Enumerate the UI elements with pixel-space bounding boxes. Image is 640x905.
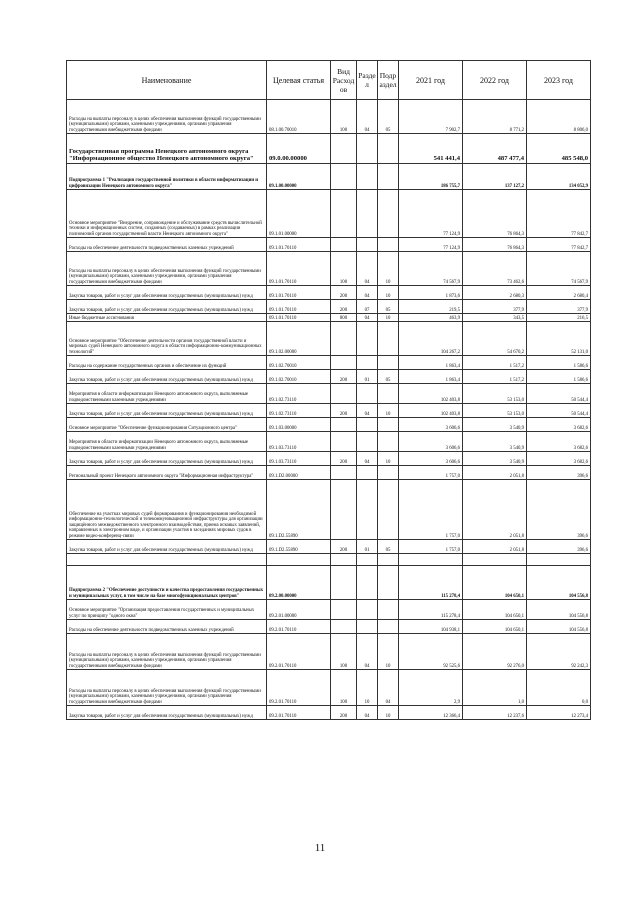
cell-2022: 487 477,4 bbox=[463, 134, 527, 164]
table-row bbox=[67, 252, 591, 286]
cell-target: 09.1.03.73110 bbox=[267, 452, 331, 466]
cell-podrazdel bbox=[378, 620, 399, 634]
cell-vid: 800 bbox=[331, 314, 357, 322]
cell-name: Основное мероприятие "Организация предоставления государственных и муниципальных услуг по принципу "одного окна" bbox=[67, 600, 267, 620]
cell-2022 bbox=[463, 554, 527, 566]
cell-2022: 377,9 bbox=[463, 300, 527, 314]
cell-podrazdel: 10 bbox=[378, 404, 399, 418]
cell-2022: 76 864,3 bbox=[463, 190, 527, 238]
cell-2021: 3 606,6 bbox=[399, 418, 463, 432]
cell-2022: 104 650,1 bbox=[463, 620, 527, 634]
header-target: Целевая статья bbox=[267, 61, 331, 100]
cell-name: Закупка товаров, работ и услуг для обеспечения государственных (муниципальных) нужд bbox=[67, 706, 267, 720]
cell-2021: 3 606,6 bbox=[399, 432, 463, 452]
cell-podrazdel bbox=[378, 480, 399, 540]
cell-2023: 216,5 bbox=[527, 314, 591, 322]
cell-razdel bbox=[357, 322, 378, 356]
cell-name: Закупка товаров, работ и услуг для обеспечения государственных (муниципальных) нужд bbox=[67, 452, 267, 466]
cell-razdel: 04 bbox=[357, 404, 378, 418]
cell-vid: 200 bbox=[331, 286, 357, 300]
cell-2021: 1 757,0 bbox=[399, 480, 463, 540]
cell-vid: 100 bbox=[331, 634, 357, 670]
cell-2022: 3 540,9 bbox=[463, 432, 527, 452]
table-row bbox=[67, 566, 591, 600]
cell-2021: 104 938,1 bbox=[399, 620, 463, 634]
cell-podrazdel bbox=[378, 190, 399, 238]
cell-name: Подпрограмма 1 "Реализация государственной политики в области информатизации и цифровизации Ненецкого автономного округа" bbox=[67, 164, 267, 190]
cell-podrazdel: 10 bbox=[378, 452, 399, 466]
cell-2021: 1 757,0 bbox=[399, 466, 463, 480]
table-row bbox=[67, 384, 591, 404]
header-razdel: Раздел bbox=[357, 61, 378, 100]
cell-2021: 104 267,2 bbox=[399, 322, 463, 356]
cell-razdel: 04 bbox=[357, 706, 378, 720]
cell-2023: 396,6 bbox=[527, 466, 591, 480]
table-row bbox=[67, 418, 591, 432]
cell-podrazdel: 05 bbox=[378, 100, 399, 134]
table-row bbox=[67, 190, 591, 238]
cell-2021: 219,5 bbox=[399, 300, 463, 314]
cell-2022: 2 051,8 bbox=[463, 480, 527, 540]
cell-razdel: 04 bbox=[357, 100, 378, 134]
header-podrazdel: Подраздел bbox=[378, 61, 399, 100]
cell-2021: 92 525,6 bbox=[399, 634, 463, 670]
cell-name: Подпрограмма 2 "Обеспечение доступности и качества предоставления государственных и муниципальных услуг, в том числе на базе многофункциональных центров" bbox=[67, 566, 267, 600]
cell-target: 09.1.D2.00000 bbox=[267, 466, 331, 480]
cell-2023: 134 052,9 bbox=[527, 164, 591, 190]
header-row bbox=[67, 61, 591, 100]
cell-2023: 485 548,0 bbox=[527, 134, 591, 164]
table-row bbox=[67, 706, 591, 720]
cell-razdel bbox=[357, 432, 378, 452]
cell-vid bbox=[331, 164, 357, 190]
cell-2022: 343,5 bbox=[463, 314, 527, 322]
cell-2021: 2,9 bbox=[399, 670, 463, 706]
cell-2022: 3 540,9 bbox=[463, 452, 527, 466]
table-row bbox=[67, 300, 591, 314]
cell-target: 09.1.D2.55890 bbox=[267, 480, 331, 540]
table-row bbox=[67, 554, 591, 566]
cell-2022: 1,0 bbox=[463, 670, 527, 706]
cell-2022: 104 650,1 bbox=[463, 566, 527, 600]
cell-podrazdel bbox=[378, 384, 399, 404]
cell-2022: 8 771,2 bbox=[463, 100, 527, 134]
cell-podrazdel: 05 bbox=[378, 300, 399, 314]
cell-razdel: 04 bbox=[357, 634, 378, 670]
table-row bbox=[67, 600, 591, 620]
cell-vid bbox=[331, 238, 357, 252]
cell-2021 bbox=[399, 554, 463, 566]
cell-razdel: 04 bbox=[357, 452, 378, 466]
cell-razdel bbox=[357, 620, 378, 634]
cell-razdel bbox=[357, 566, 378, 600]
table-row bbox=[67, 314, 591, 322]
cell-vid bbox=[331, 134, 357, 164]
cell-2023: 77 842,7 bbox=[527, 190, 591, 238]
cell-target: 09.1.02.70010 bbox=[267, 370, 331, 384]
cell-target: 09.2.01.70110 bbox=[267, 706, 331, 720]
cell-razdel bbox=[357, 356, 378, 370]
cell-2023: 104 556,8 bbox=[527, 600, 591, 620]
table-row bbox=[67, 100, 591, 134]
cell-name: Расходы на выплаты персоналу в целях обеспечения выполнения функций государственными (муниципальными) органами, казенными учреждениями, органами управления государственными внебюджетными фондами bbox=[67, 252, 267, 286]
cell-2021: 541 441,4 bbox=[399, 134, 463, 164]
cell-razdel bbox=[357, 418, 378, 432]
table-row bbox=[67, 322, 591, 356]
cell-vid: 200 bbox=[331, 370, 357, 384]
table-row bbox=[67, 634, 591, 670]
cell-razdel: 10 bbox=[357, 670, 378, 706]
cell-target: 09.1.00.00000 bbox=[267, 164, 331, 190]
table-body bbox=[67, 100, 591, 720]
header-name: Наименование bbox=[67, 61, 267, 100]
cell-razdel bbox=[357, 600, 378, 620]
cell-name: Расходы на выплаты персоналу в целях обеспечения выполнения функций государственными (муниципальными) органами, казенными учреждениями, органами управления государственными внебюджетными фондами bbox=[67, 634, 267, 670]
cell-2022: 73 462,6 bbox=[463, 252, 527, 286]
cell-2021: 115 278,4 bbox=[399, 566, 463, 600]
cell-2023 bbox=[527, 554, 591, 566]
cell-2021: 3 606,6 bbox=[399, 452, 463, 466]
cell-2022: 12 237,6 bbox=[463, 706, 527, 720]
cell-target: 09.2.00.00000 bbox=[267, 566, 331, 600]
table-row bbox=[67, 286, 591, 300]
cell-2023: 104 556,8 bbox=[527, 566, 591, 600]
cell-target: 09.1.01.70110 bbox=[267, 286, 331, 300]
cell-name: Основное мероприятие "Внедрение, сопровождение и обслуживание средств вычислительной техники и информационных систем, созданных (создаваемых) в рамках реализации полномочий органов государственной власти Ненецкого автономного округа" bbox=[67, 190, 267, 238]
cell-2023: 1 586,6 bbox=[527, 356, 591, 370]
cell-vid: 200 bbox=[331, 706, 357, 720]
cell-vid: 100 bbox=[331, 252, 357, 286]
cell-2023: 52 131,0 bbox=[527, 322, 591, 356]
page-number: 11 bbox=[314, 842, 326, 854]
cell-2023: 50 544,4 bbox=[527, 404, 591, 418]
cell-podrazdel: 10 bbox=[378, 314, 399, 322]
cell-podrazdel: 10 bbox=[378, 706, 399, 720]
cell-name: Расходы на выплаты персоналу в целях обеспечения выполнения функций государственными (муниципальными) органами, казенными учреждениями, органами управления государственными внебюджетными фондами bbox=[67, 670, 267, 706]
cell-target: 09.2.01.00000 bbox=[267, 600, 331, 620]
cell-target: 09.1.03.00000 bbox=[267, 418, 331, 432]
cell-2021: 102 403,8 bbox=[399, 384, 463, 404]
table-row bbox=[67, 370, 591, 384]
cell-vid bbox=[331, 566, 357, 600]
cell-name: Закупка товаров, работ и услуг для обеспечения государственных (муниципальных) нужд bbox=[67, 286, 267, 300]
cell-2023: 8 806,0 bbox=[527, 100, 591, 134]
cell-vid bbox=[331, 322, 357, 356]
cell-2022: 76 864,3 bbox=[463, 238, 527, 252]
cell-2021: 1 863,4 bbox=[399, 370, 463, 384]
cell-2021: 186 755,7 bbox=[399, 164, 463, 190]
cell-vid bbox=[331, 480, 357, 540]
table-row bbox=[67, 134, 591, 164]
cell-podrazdel bbox=[378, 322, 399, 356]
cell-2022: 2 680,3 bbox=[463, 286, 527, 300]
cell-name: Иные бюджетные ассигнования bbox=[67, 314, 267, 322]
cell-name: Мероприятия в области информатизации Ненецкого автономного округа, выполняемые подведомственными казенными учреждениями bbox=[67, 432, 267, 452]
header-2022: 2022 год bbox=[463, 61, 527, 100]
cell-name: Расходы на обеспечение деятельности подведомственных казенных учреждений bbox=[67, 620, 267, 634]
cell-podrazdel: 10 bbox=[378, 634, 399, 670]
table-row bbox=[67, 432, 591, 452]
cell-2021: 1 757,0 bbox=[399, 540, 463, 554]
cell-podrazdel bbox=[378, 566, 399, 600]
table-row bbox=[67, 540, 591, 554]
cell-target: 09.2.01.70110 bbox=[267, 670, 331, 706]
cell-target: 09.1.02.73110 bbox=[267, 384, 331, 404]
cell-2023: 3 682,6 bbox=[527, 452, 591, 466]
cell-target: 08.1.00.70010 bbox=[267, 100, 331, 134]
cell-vid bbox=[331, 356, 357, 370]
cell-razdel bbox=[357, 480, 378, 540]
cell-razdel bbox=[357, 164, 378, 190]
cell-razdel bbox=[357, 466, 378, 480]
cell-podrazdel bbox=[378, 238, 399, 252]
cell-target: 09.1.02.00000 bbox=[267, 322, 331, 356]
cell-vid: 100 bbox=[331, 670, 357, 706]
cell-name bbox=[67, 554, 267, 566]
cell-2023: 74 567,9 bbox=[527, 252, 591, 286]
cell-razdel: 01 bbox=[357, 540, 378, 554]
cell-razdel: 04 bbox=[357, 286, 378, 300]
table-row bbox=[67, 238, 591, 252]
cell-name: Закупка товаров, работ и услуг для обеспечения государственных (муниципальных) нужд bbox=[67, 404, 267, 418]
cell-2023: 0,0 bbox=[527, 670, 591, 706]
cell-name: Обеспечение на участках мировых судей формирования и функционирования необходимой информационно-технологической и телекоммуникационной инфраструктуры для организации защищённого межведомственного электронного взаимодействия, приема исковых заявлений, направленных в электронном виде, и организации участия в заседаниях мировых судов в режиме видео-конференц-связи bbox=[67, 480, 267, 540]
header-vid: Вид Расходов bbox=[331, 61, 357, 100]
cell-podrazdel: 04 bbox=[378, 670, 399, 706]
cell-2022: 1 517,2 bbox=[463, 370, 527, 384]
cell-name: Региональный проект Ненецкого автономного округа "Информационная инфраструктура" bbox=[67, 466, 267, 480]
cell-target: 09.1.02.70010 bbox=[267, 356, 331, 370]
cell-2022: 53 153,0 bbox=[463, 404, 527, 418]
cell-2023: 77 842,7 bbox=[527, 238, 591, 252]
cell-vid bbox=[331, 384, 357, 404]
cell-podrazdel bbox=[378, 600, 399, 620]
cell-2022: 53 153,0 bbox=[463, 384, 527, 404]
table-row bbox=[67, 466, 591, 480]
cell-name: Закупка товаров, работ и услуг для обеспечения государственных (муниципальных) нужд bbox=[67, 370, 267, 384]
cell-razdel: 01 bbox=[357, 370, 378, 384]
cell-2021: 77 124,9 bbox=[399, 238, 463, 252]
cell-razdel bbox=[357, 190, 378, 238]
cell-vid bbox=[331, 620, 357, 634]
cell-2022: 2 051,8 bbox=[463, 466, 527, 480]
cell-vid: 200 bbox=[331, 452, 357, 466]
cell-podrazdel: 10 bbox=[378, 286, 399, 300]
table-row bbox=[67, 620, 591, 634]
cell-name: Расходы на выплаты персоналу в целях обеспечения выполнения функций государственными (муниципальными) органами, казенными учреждениями, органами управления государственными внебюджетными фондами bbox=[67, 100, 267, 134]
cell-2023: 92 242,3 bbox=[527, 634, 591, 670]
cell-name: Расходы на обеспечение деятельности подведомственных казенных учреждений bbox=[67, 238, 267, 252]
cell-2022: 2 051,8 bbox=[463, 540, 527, 554]
cell-target: 09.1.01.00000 bbox=[267, 190, 331, 238]
header-2021: 2021 год bbox=[399, 61, 463, 100]
cell-podrazdel: 10 bbox=[378, 252, 399, 286]
cell-target: 09.0.00.00000 bbox=[267, 134, 331, 164]
table-row bbox=[67, 404, 591, 418]
cell-2022: 137 127,2 bbox=[463, 164, 527, 190]
cell-vid bbox=[331, 554, 357, 566]
cell-target: 09.1.01.70110 bbox=[267, 252, 331, 286]
cell-2021: 1 863,4 bbox=[399, 356, 463, 370]
cell-2023: 2 680,4 bbox=[527, 286, 591, 300]
cell-vid bbox=[331, 466, 357, 480]
table-row bbox=[67, 480, 591, 540]
cell-2022: 1 517,2 bbox=[463, 356, 527, 370]
cell-vid bbox=[331, 432, 357, 452]
cell-podrazdel bbox=[378, 134, 399, 164]
cell-2023: 50 544,4 bbox=[527, 384, 591, 404]
cell-2023: 3 682,6 bbox=[527, 432, 591, 452]
table-row bbox=[67, 164, 591, 190]
table-row bbox=[67, 670, 591, 706]
cell-target: 09.1.01.70110 bbox=[267, 300, 331, 314]
cell-vid: 200 bbox=[331, 540, 357, 554]
cell-name: Основное мероприятие "Обеспечение деятельности органов государственной власти и мировых судей Ненецкого автономного округа в области информационно-коммуникационных технологий" bbox=[67, 322, 267, 356]
cell-name: Мероприятия в области информатизации Ненецкого автономного округа, выполняемые подведомственными казенными учреждениями bbox=[67, 384, 267, 404]
cell-2023: 3 682,6 bbox=[527, 418, 591, 432]
cell-name: Государственная программа Ненецкого автономного округа "Информационное общество Ненецкого автономного округа" bbox=[67, 134, 267, 164]
budget-table bbox=[66, 60, 591, 720]
cell-target: 09.1.03.73110 bbox=[267, 432, 331, 452]
cell-2023: 396,6 bbox=[527, 480, 591, 540]
cell-2023: 396,6 bbox=[527, 540, 591, 554]
cell-target: 09.1.D2.55890 bbox=[267, 540, 331, 554]
cell-2023: 1 586,6 bbox=[527, 370, 591, 384]
cell-vid bbox=[331, 418, 357, 432]
cell-2021: 77 124,9 bbox=[399, 190, 463, 238]
cell-vid: 100 bbox=[331, 100, 357, 134]
cell-podrazdel bbox=[378, 418, 399, 432]
cell-podrazdel bbox=[378, 356, 399, 370]
cell-2021: 1 873,6 bbox=[399, 286, 463, 300]
cell-podrazdel bbox=[378, 466, 399, 480]
cell-2023: 104 556,8 bbox=[527, 620, 591, 634]
cell-2023: 12 273,4 bbox=[527, 706, 591, 720]
cell-razdel bbox=[357, 554, 378, 566]
cell-target: 09.1.01.70110 bbox=[267, 314, 331, 322]
cell-name: Расходы на содержание государственных органов и обеспечение их функций bbox=[67, 356, 267, 370]
cell-podrazdel bbox=[378, 554, 399, 566]
cell-podrazdel bbox=[378, 432, 399, 452]
cell-vid: 200 bbox=[331, 300, 357, 314]
cell-2023: 377,9 bbox=[527, 300, 591, 314]
cell-name: Закупка товаров, работ и услуг для обеспечения государственных (муниципальных) нужд bbox=[67, 540, 267, 554]
cell-2022: 104 650,1 bbox=[463, 600, 527, 620]
cell-target: 09.1.01.70110 bbox=[267, 238, 331, 252]
cell-2021: 115 278,4 bbox=[399, 600, 463, 620]
cell-name: Закупка товаров, работ и услуг для обеспечения государственных (муниципальных) нужд bbox=[67, 300, 267, 314]
cell-2022: 3 540,9 bbox=[463, 418, 527, 432]
cell-podrazdel bbox=[378, 164, 399, 190]
cell-vid bbox=[331, 600, 357, 620]
cell-2021: 74 567,9 bbox=[399, 252, 463, 286]
cell-2021: 7 902,7 bbox=[399, 100, 463, 134]
cell-podrazdel: 05 bbox=[378, 370, 399, 384]
cell-target: 09.1.02.73110 bbox=[267, 404, 331, 418]
cell-vid: 200 bbox=[331, 404, 357, 418]
cell-target: 09.2.01.70110 bbox=[267, 634, 331, 670]
cell-name: Основное мероприятие "Обеспечение функционирования Ситуационного центра" bbox=[67, 418, 267, 432]
cell-2022: 54 670,2 bbox=[463, 322, 527, 356]
cell-target bbox=[267, 554, 331, 566]
cell-razdel: 04 bbox=[357, 314, 378, 322]
cell-razdel bbox=[357, 384, 378, 404]
cell-target: 09.2.01.70110 bbox=[267, 620, 331, 634]
cell-razdel bbox=[357, 238, 378, 252]
cell-2021: 463,9 bbox=[399, 314, 463, 322]
table-row bbox=[67, 356, 591, 370]
table-row bbox=[67, 452, 591, 466]
cell-razdel bbox=[357, 134, 378, 164]
cell-razdel: 04 bbox=[357, 252, 378, 286]
cell-vid bbox=[331, 190, 357, 238]
cell-podrazdel: 05 bbox=[378, 540, 399, 554]
cell-2022: 92 276,0 bbox=[463, 634, 527, 670]
cell-2021: 12 366,4 bbox=[399, 706, 463, 720]
cell-2021: 102 403,8 bbox=[399, 404, 463, 418]
cell-razdel: 07 bbox=[357, 300, 378, 314]
header-2023: 2023 год bbox=[527, 61, 591, 100]
